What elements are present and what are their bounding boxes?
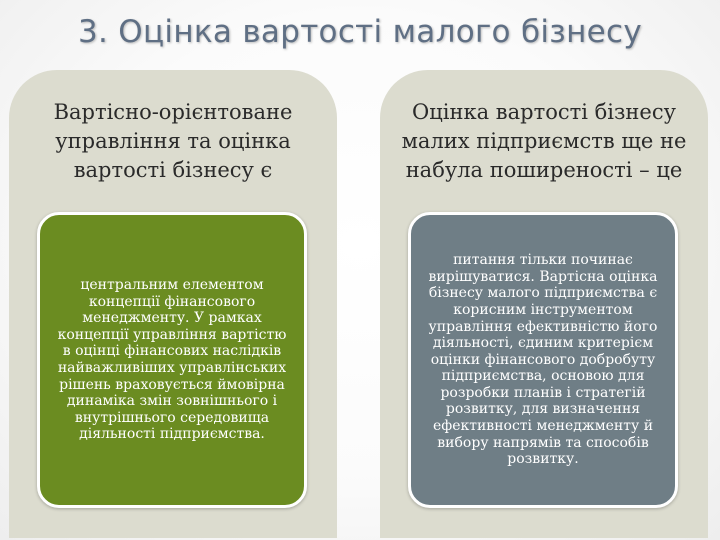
card-line: ефективності менеджменту й	[432, 418, 654, 435]
card-line: менеджменту. У рамках	[82, 310, 262, 327]
heading-line: набула поширеності – це	[405, 158, 683, 182]
card-line: управління ефективністю його	[428, 318, 658, 335]
heading-line: Оцінка вартості бізнесу	[412, 100, 676, 124]
card-line: корисним інструментом	[453, 301, 633, 318]
left-card-text	[48, 277, 297, 443]
card-line: найважливіших управлінських	[57, 360, 287, 376]
card-line: розробки планів і стратегій	[440, 384, 646, 401]
heading-line: вартості бізнесу є	[73, 158, 273, 182]
slide-title: 3. Оцінка вартості малого бізнесу	[77, 14, 643, 50]
card-line: концепції фінансового	[88, 293, 256, 310]
card-line: діяльності підприємства.	[79, 426, 265, 443]
right-column-heading	[380, 98, 708, 185]
left-content-card	[37, 212, 307, 508]
card-line: вирішуватися. Вартісна оцінка	[428, 268, 658, 285]
card-line: оцінки фінансового добробуту	[430, 351, 656, 368]
right-column	[380, 70, 708, 538]
card-line: рішень враховується ймовірна	[59, 376, 285, 393]
left-column	[9, 70, 337, 538]
card-line: підприємства, основою для	[441, 368, 645, 385]
card-line: концепції управління вартістю	[57, 326, 287, 343]
heading-line: Вартісно-орієнтоване	[53, 100, 293, 124]
card-line: бізнесу малого підприємства є	[428, 285, 658, 302]
card-line: внутрішнього середовища	[74, 409, 270, 426]
card-line: вибору напрямів та способів	[437, 434, 649, 451]
right-content-card	[408, 212, 678, 508]
card-line: центральним елементом	[80, 277, 264, 294]
right-card-text	[419, 252, 668, 468]
card-line: розвитку.	[507, 451, 579, 468]
card-line: діяльності, єдиним критерієм	[432, 335, 654, 352]
left-column-heading	[9, 98, 337, 185]
card-line: питання тільки починає	[453, 252, 633, 269]
heading-line: управління та оцінка	[55, 129, 291, 153]
heading-line: малих підприємств ще не	[401, 129, 687, 153]
card-line: динаміка змін зовнішнього і	[66, 393, 278, 410]
card-line: розвитку, для визначення	[445, 401, 641, 418]
card-line: в оцінці фінансових наслідків	[62, 343, 282, 360]
